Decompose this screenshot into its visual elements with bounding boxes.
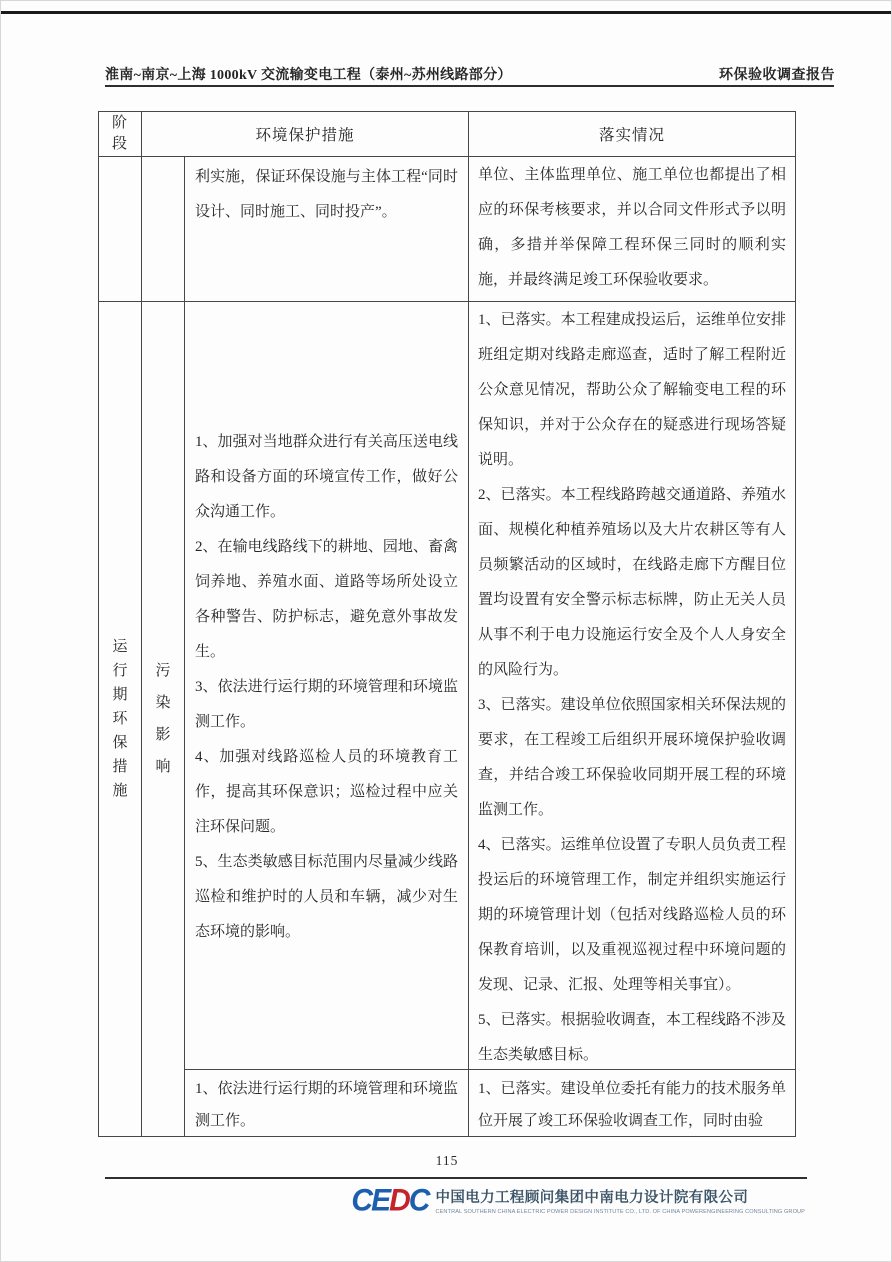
measure-paragraph: 利实施，保证环保设施与主体工程“同时设计、同时施工、同时投产”。 [195, 169, 458, 220]
header-rule [105, 85, 834, 87]
measures-cell-row2 [185, 302, 469, 1070]
footer-rule [105, 1177, 807, 1179]
company-name-en: CENTRAL SOUTHERN CHINA ELECTRIC POWER DESIGN INSTITUTE CO., LTD. OF CHINA POWERENGINEERING CONSULTING GROUP [435, 1209, 805, 1215]
company-name-cn: 中国电力工程顾问集团中南电力设计院有限公司 [435, 1190, 749, 1206]
status-paragraph: 3、已落实。建设单位依照国家相关环保法规的要求，在工程竣工后组织开展环境保护验收调查，并结合竣工环保验收同期开展工程的环境监测工作。 [478, 697, 786, 818]
measure-paragraph: 5、生态类敏感目标范围内尽量减少线路巡检和维护时的人员和车辆，减少对生态环境的影响。 [195, 853, 458, 940]
measure-paragraph: 3、依法进行运行期的环境管理和环境监测工作。 [195, 678, 458, 730]
measure-paragraph: 4、加强对线路巡检人员的环境教育工作，提高其环保意识；巡检过程中应关注环保问题。 [195, 748, 458, 835]
page-number: 115 [435, 1153, 459, 1168]
substage-cell-pollution-impact: 污染影响 [142, 302, 185, 1136]
measure-paragraph: 2、在输电线路线下的耕地、园地、畜禽饲养地、养殖水面、道路等场所处设立各种警告、防护标志，避免意外事故发生。 [195, 538, 458, 660]
status-paragraph: 5、已落实。根据验收调查，本工程线路不涉及生态类敏感目标。 [478, 1012, 786, 1063]
status-paragraph: 单位、主体监理单位、施工单位也都提出了相应的环保考核要求，并以合同文件形式予以明确，多措并举保障工程环保三同时的顺利实施，并最终满足竣工环保验收要求。 [478, 167, 786, 288]
measures-cell-row1 [185, 157, 469, 302]
empty-stage-cell [99, 157, 142, 302]
empty-substage-cell [142, 157, 185, 302]
col-header-stage: 阶段 [99, 112, 142, 157]
status-paragraph: 1、已落实。建设单位委托有能力的技术服务单位开展了竣工环保验收调查工作，同时由验 [478, 1081, 786, 1129]
measures-cell-row3 [185, 1070, 469, 1136]
stage-cell-operation-period: 运行期环保措施 [99, 302, 142, 1136]
header-project-title: 淮南~南京~上海 1000kV 交流输变电工程（泰州~苏州线路部分） [105, 68, 512, 83]
cedc-logo-icon: CEDC [351, 1183, 429, 1218]
measures-table [98, 111, 796, 1137]
col-header-measures: 环境保护措施 [142, 112, 469, 157]
status-paragraph: 1、已落实。本工程建成投运后，运维单位安排班组定期对线路走廊巡查，适时了解工程附近公众意见情况，帮助公众了解输变电工程的环保知识，并对于公众存在的疑惑进行现场答疑说明。 [478, 312, 786, 468]
status-paragraph: 2、已落实。本工程线路跨越交通道路、养殖水面、规模化种植养殖场以及大片农耕区等有人员频繁活动的区域时，在线路走廊下方醒目位置均设置有安全警示标志标牌，防止无关人员从事不利于电力设施运行安全及个人人身安全的风险行为。 [478, 487, 786, 678]
page-header [105, 64, 835, 84]
status-cell-row3 [469, 1070, 795, 1136]
measure-paragraph: 1、依法进行运行期的环境管理和环境监测工作。 [195, 1081, 458, 1129]
status-cell-row1 [469, 157, 795, 302]
status-cell-row2 [469, 302, 795, 1070]
company-logo [351, 1183, 805, 1218]
measure-paragraph: 1、加强对当地群众进行有关高压送电线路和设备方面的环境宣传工作，做好公众沟通工作。 [195, 433, 458, 520]
col-header-status: 落实情况 [469, 112, 795, 157]
header-report-title: 环保验收调查报告 [719, 68, 835, 83]
scan-edge-line [1, 11, 891, 14]
company-name-block [435, 1186, 805, 1215]
status-paragraph: 4、已落实。运维单位设置了专职人员负责工程投运后的环境管理工作，制定并组织实施运行期的环境管理计划（包括对线路巡检人员的环保教育培训，以及重视巡视过程中环境问题的发现、记录、汇报、处理等相关事宜）。 [478, 837, 786, 993]
